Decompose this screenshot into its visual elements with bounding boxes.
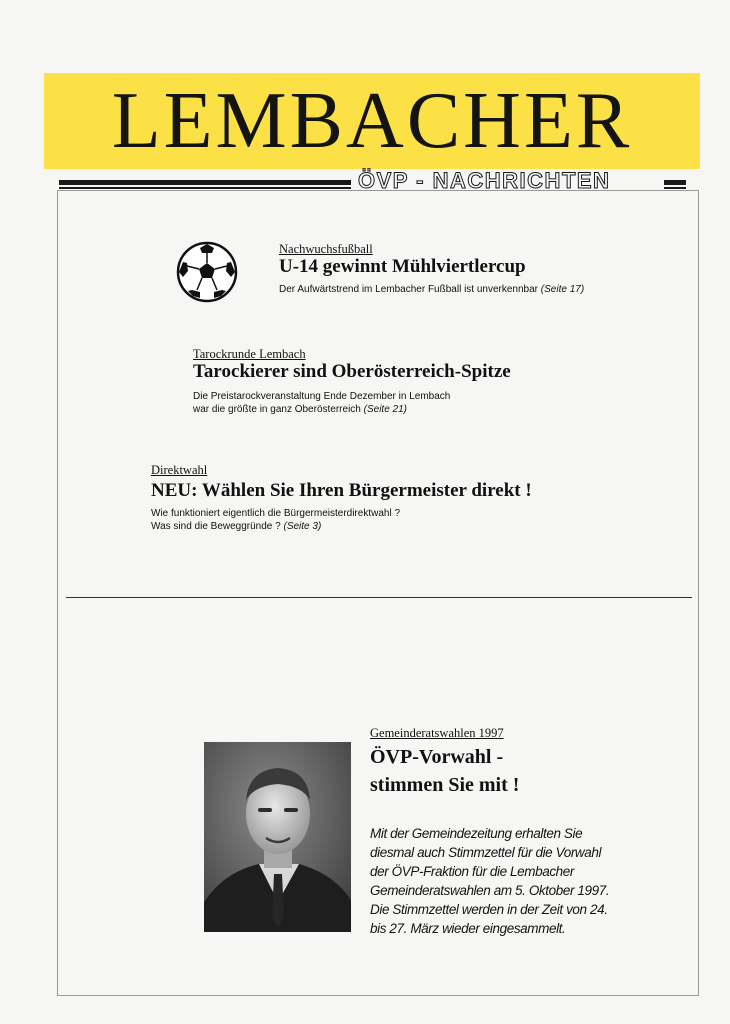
article-page-ref: (Seite 3)	[283, 521, 322, 532]
article-teaser-line: Was sind die Beweggründe ?	[151, 521, 281, 532]
portrait-photo	[204, 742, 351, 932]
article-teaser	[151, 507, 400, 533]
section-divider	[66, 597, 692, 598]
article-kicker: Nachwuchsfußball	[279, 242, 373, 256]
feature-body-line: der ÖVP-Fraktion für die Lembacher	[370, 864, 574, 879]
article-teaser-line: Die Preistarockveranstaltung Ende Dezember in Lembach	[193, 391, 451, 402]
feature-headline-line: stimmen Sie mit !	[370, 774, 520, 796]
feature-body-line: Mit der Gemeindezeitung erhalten Sie	[370, 826, 583, 841]
masthead-rule-left	[59, 180, 351, 185]
masthead-rule-right	[664, 180, 686, 185]
article-page-ref: (Seite 17)	[540, 284, 585, 295]
masthead-title: LEMBACHER	[111, 77, 633, 165]
feature-body-line: bis 27. März wieder eingesammelt.	[370, 921, 566, 936]
article-kicker: Direktwahl	[151, 463, 208, 477]
feature-body-line: Die Stimmzettel werden in der Zeit von 24.	[370, 902, 608, 917]
masthead	[44, 73, 700, 169]
article-page-ref: (Seite 21)	[363, 404, 407, 415]
article-headline: U-14 gewinnt Mühlviertlercup	[279, 256, 526, 277]
feature-kicker: Gemeinderatswahlen 1997	[370, 726, 504, 740]
article-kicker: Tarockrunde Lembach	[193, 347, 306, 361]
masthead-subtitle: ÖVP - NACHRICHTEN	[358, 168, 611, 193]
article-teaser	[193, 390, 450, 416]
feature-body-line: Gemeinderatswahlen am 5. Oktober 1997.	[370, 883, 610, 898]
masthead-rule-right-thin	[664, 187, 686, 189]
article-teaser-line: war die größte in ganz Oberösterreich	[193, 404, 361, 415]
article-teaser	[279, 283, 584, 296]
article-teaser-line: Wie funktioniert eigentlich die Bürgermeisterdirektwahl ?	[151, 508, 401, 519]
masthead-rule-left-thin	[59, 187, 351, 189]
article-teaser-line: Der Aufwärtstrend im Lembacher Fußball ist unverkennbar	[279, 284, 539, 295]
feature-body-line: diesmal auch Stimmzettel für die Vorwahl	[370, 845, 602, 860]
feature-body	[370, 824, 675, 938]
feature-headline	[370, 743, 519, 799]
soccer-ball-icon	[176, 241, 238, 303]
article-headline: Tarockierer sind Oberösterreich-Spitze	[193, 361, 511, 382]
feature-headline-line: ÖVP-Vorwahl -	[370, 746, 504, 768]
article-headline: NEU: Wählen Sie Ihren Bürgermeister direkt !	[151, 480, 532, 501]
